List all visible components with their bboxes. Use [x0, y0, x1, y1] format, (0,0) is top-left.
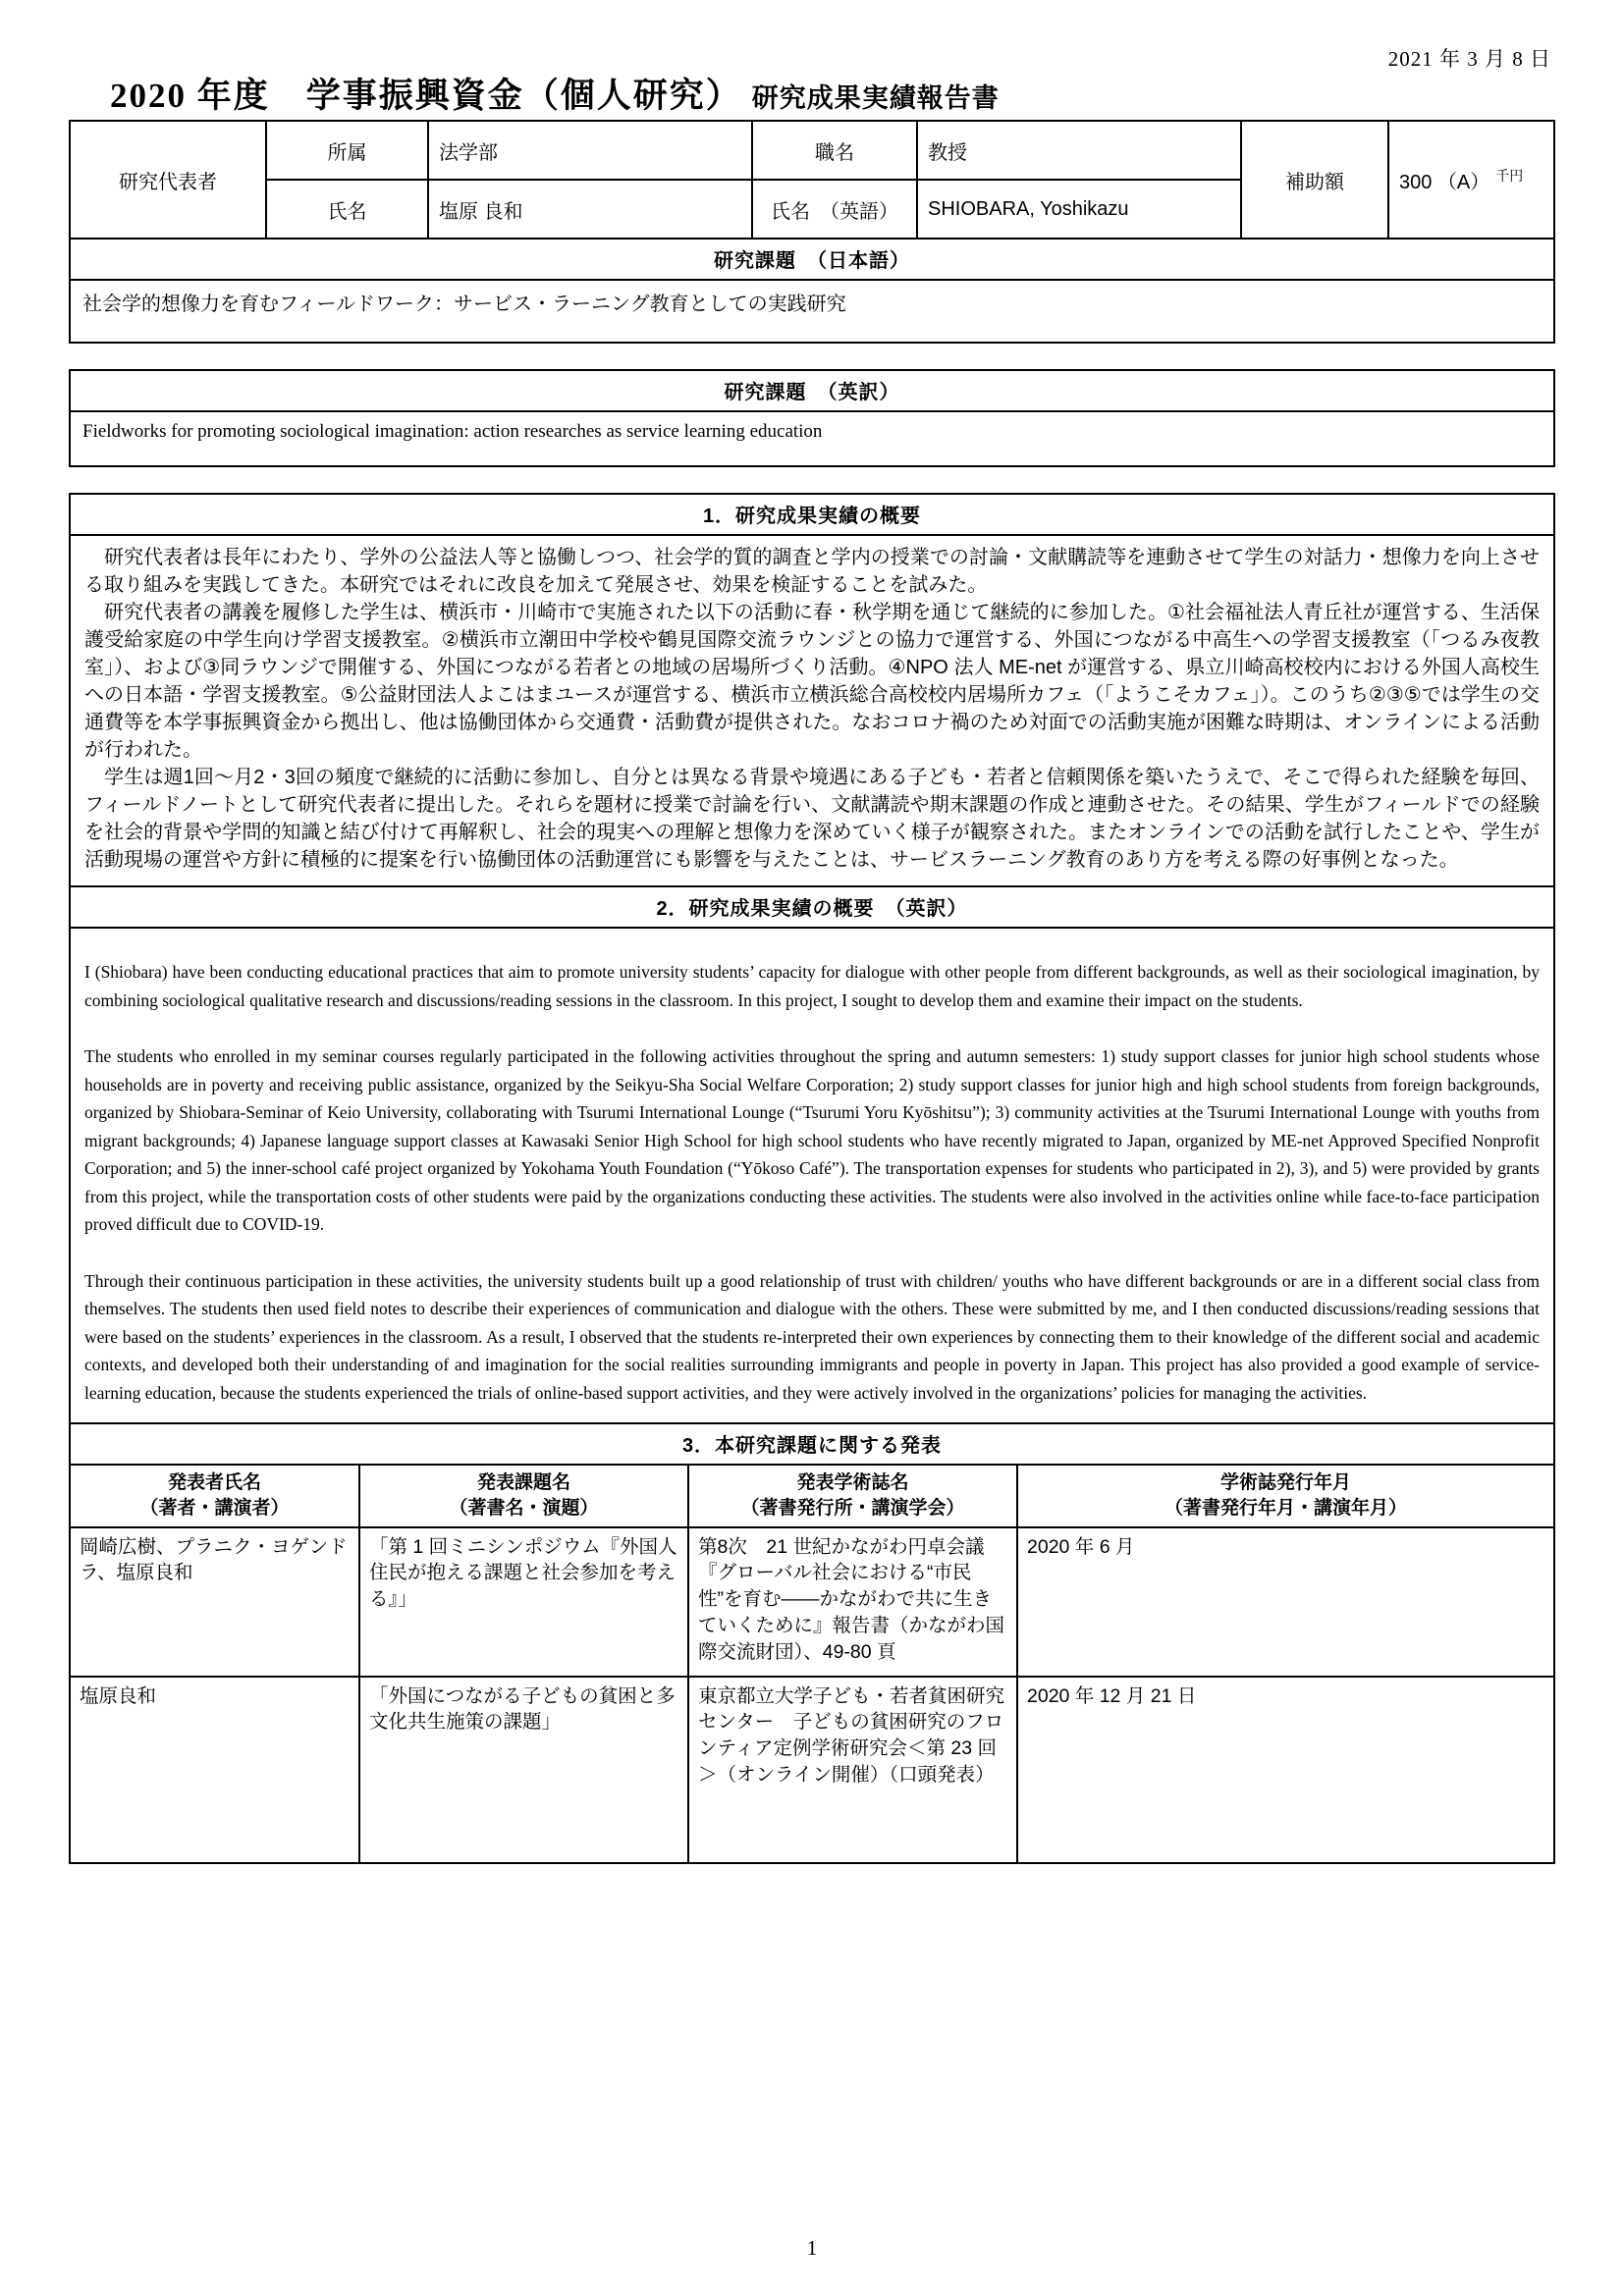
pub-cell-presenter: 岡崎広樹、プラニク・ヨゲンドラ、塩原良和: [70, 1527, 359, 1677]
publications-table: [69, 1464, 1555, 1863]
name-value: 塩原 良和: [428, 180, 752, 239]
spacer: [69, 467, 1555, 493]
name-label: 氏名: [266, 180, 428, 239]
pub-col-header-line: 発表者氏名: [167, 1472, 261, 1494]
pub-col-header-line: （著書名・演題）: [449, 1497, 599, 1519]
section2-text: [69, 927, 1555, 1424]
pub-col-header-date: [1017, 1465, 1554, 1526]
paragraph: Through their continuous participation in these activities, the university students built up a good relationship of trust with children/ youths who have different backgrounds or are in a different social class from themselves. The students then used field notes to describe their experiences of communication and dialogue with the others. These were submitted by me, and I then conducted discussions/reading sessions that were based on the students’ experiences in the classroom. As a result, I observed that the students re-interpreted their own experiences by connecting them to their knowledge of the different social and academic contexts, and developed both their understanding of and imagination for the social realities surrounding immigrants and people in poverty in Japan. This project has also provided a good example of service-learning education, because the students experienced the trials of online-based support activities, and they were actively involved in the organizations’ policies for managing the activities.: [84, 1270, 1540, 1403]
affiliation-value: 法学部: [428, 121, 752, 180]
subsidy-label: 補助額: [1241, 121, 1388, 239]
paragraph: 研究代表者は長年にわたり、学外の公益法人等と協働しつつ、社会学的質的調査と学内の授業での討論・文献購読等を連動させて学生の対話力・想像力を向上させる取り組みを実践してきた。本研究ではそれに改良を加えて発展させ、効果を検証することを試みた。: [84, 547, 1540, 596]
topic-ja-header: 研究課題 （日本語）: [69, 238, 1555, 281]
subsidy-value-cell: [1388, 121, 1554, 239]
pub-col-header-presenter: [70, 1465, 359, 1526]
subsidy-value: 300 （A）: [1399, 171, 1490, 193]
pub-cell-date: 2020 年 6 月: [1017, 1527, 1554, 1677]
section1-header: 1．研究成果実績の概要: [69, 493, 1555, 536]
researcher-info-table: [69, 120, 1555, 240]
subsidy-unit: 千円: [1495, 167, 1524, 184]
document-header: [69, 37, 1555, 120]
pub-col-header-line: 学術誌発行年月: [1219, 1472, 1351, 1494]
section2-header: 2．研究成果実績の概要 （英訳）: [69, 885, 1555, 929]
doc-title-sub: 研究成果実績報告書: [751, 83, 1000, 113]
topic-en-content: Fieldworks for promoting sociological imagination: action researches as service learning education: [69, 410, 1555, 467]
paragraph: 研究代表者の講義を履修した学生は、横浜市・川崎市で実施された以下の活動に春・秋学期を通じて継続的に参加した。①社会福祉法人青丘社が運営する、生活保護受給家庭の中学生向け学習支援教室。②横浜市立潮田中学校や鶴見国際交流ラウンジとの協力で運営する、外国につながる中高生への学習支援教室（「つるみ夜教室」）、および③同ラウンジで開催する、外国につながる若者との地域の居場所づくり活動。④NPO 法人 ME-net が運営する、県立川崎高校校内における外国人高校生への日本語・学習支援教室。⑤公益財団法人よこはまユースが運営する、横浜市立横浜総合高校校内居場所カフェ（「ようこそカフェ」）。このうち②③⑤では学生の交通費等を本学事振興資金から拠出し、他は協働団体から交通費・活動費が提供された。なおコロナ禍のため対面での活動実施が困難な時期は、オンラインによる活動が行われた。: [84, 602, 1540, 761]
position-value: 教授: [917, 121, 1241, 180]
pub-col-header-journal: [688, 1465, 1017, 1526]
paragraph: I (Shiobara) have been conducting educational practices that aim to promote university students’ capacity for dialogue with other people from different backgrounds, as well as their sociological imagination, by combining sociological qualitative research and discussions/reading sessions in the classroom. In this project, I sought to develop them and examine their impact on the students.: [84, 962, 1540, 1010]
affiliation-label: 所属: [266, 121, 428, 180]
pub-cell-date: 2020 年 12 月 21 日: [1017, 1677, 1554, 1863]
position-label: 職名: [752, 121, 917, 180]
publication-row: [70, 1677, 1554, 1863]
name-en-value: SHIOBARA, Yoshikazu: [917, 180, 1241, 239]
pub-cell-title: 「第 1 回ミニシンポジウム『外国人住民が抱える課題と社会参加を考える』」: [359, 1527, 688, 1677]
pub-col-header-line: （著書発行年月・講演年月）: [1164, 1497, 1407, 1519]
section3-header: 3．本研究課題に関する発表: [69, 1422, 1555, 1466]
section1-text: [69, 534, 1555, 887]
pub-col-header-line: 発表課題名: [476, 1472, 570, 1494]
topic-en-header: 研究課題 （英訳）: [69, 369, 1555, 412]
name-en-label: 氏名 （英語）: [752, 180, 917, 239]
page-number: 1: [806, 2236, 818, 2260]
pub-cell-journal: 東京都立大学子ども・若者貧困研究センター 子どもの貧困研究のフロンティア定例学術研究会＜第 23 回＞（オンライン開催）（口頭発表）: [688, 1677, 1017, 1863]
pub-cell-presenter: 塩原良和: [70, 1677, 359, 1863]
topic-ja-content: 社会学的想像力を育むフィールドワーク：サービス・ラーニング教育としての実践研究: [69, 279, 1555, 344]
publication-row: [70, 1527, 1554, 1677]
pub-col-header-line: 発表学術誌名: [796, 1472, 909, 1494]
publications-header-row: [70, 1465, 1554, 1526]
doc-title-main: 2020 年度 学事振興資金（個人研究）: [110, 77, 742, 115]
pub-col-header-line: （著者・講演者）: [139, 1497, 290, 1519]
spacer: [69, 344, 1555, 369]
paragraph: The students who enrolled in my seminar courses regularly participated in the following activities throughout the spring and autumn semesters: 1) study support classes for junior high school students whose households are in poverty and receiving public assistance, organized by the Seikyu-Sha Social Welfare Corporation; 2) study support classes for junior high and high school students from foreign backgrounds, organized by Shiobara-Seminar of Keio University, collaborating with Tsurumi International Lounge (“Tsurumi Yoru Kyōshitsu”); 3) community activities at the Tsurumi International Lounge with youths from migrant backgrounds; 4) Japanese language support classes at Kawasaki Senior High School for high school students who have recently migrated to Japan, organized by ME-net Approved Specified Nonprofit Corporation; and 5) the inner-school café project organized by Yokohama Youth Foundation (“Yōkoso Café”). The transportation expenses for students who participated in 2), 3), and 5) were provided by grants from this project, while the transportation costs of other students were paid by the organizations conducting these activities. The students were also involved in the activities online while face-to-face participation proved difficult due to COVID-19.: [84, 1046, 1540, 1235]
report-date: 2021 年 3 月 8 日: [1387, 47, 1551, 71]
pub-cell-journal: 第8次 21 世紀かながわ円卓会議『グローバル社会における“市民性”を育む――かながわで共に生きていくために』報告書（かながわ国際交流財団）、49-80 頁: [688, 1527, 1017, 1677]
doc-title: [110, 69, 1000, 118]
rep-label-cell: 研究代表者: [70, 121, 266, 239]
pub-col-header-title: [359, 1465, 688, 1526]
pub-cell-title: 「外国につながる子どもの貧困と多文化共生施策の課題」: [359, 1677, 688, 1863]
paragraph: 学生は週1回～月2・3回の頻度で継続的に活動に参加し、自分とは異なる背景や境遇にある子ども・若者と信頼関係を築いたうえで、そこで得られた経験を毎回、フィールドノートとして研究代表者に提出した。それらを題材に授業で討論を行い、文献講読や期末課題の作成と連動させた。その結果、学生がフィールドでの経験を社会的背景や学問的知識と結び付けて再解釈し、社会的現実への理解と想像力を深めていく様子が観察された。またオンラインでの活動を試行したことや、学生が活動現場の運営や方針に積極的に提案を行い協働団体の活動運営にも影響を与えたことは、サービスラーニング教育のあり方を考える際の好事例となった。: [84, 767, 1540, 871]
pub-col-header-line: （著書発行所・講演学会）: [740, 1497, 965, 1519]
